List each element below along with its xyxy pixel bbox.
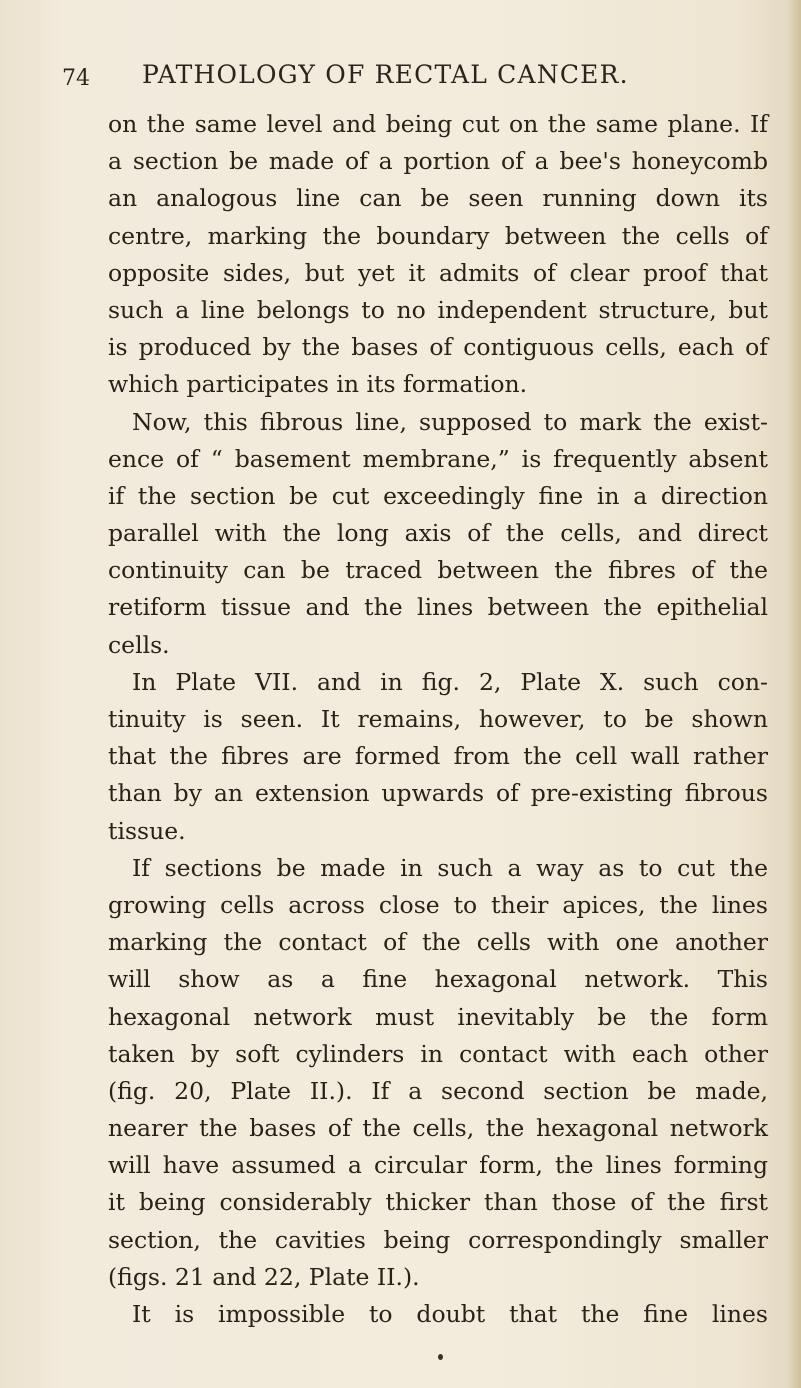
text-line: on the same level and being cut on the same plane. If: [108, 110, 768, 138]
text-line: retiform tissue and the lines between the epithelial: [108, 593, 768, 622]
text-line: It is impossible to doubt that the fine lines: [132, 1300, 768, 1328]
page-number: 74: [62, 66, 90, 91]
text-line: taken by soft cylinders in contact with each other: [108, 1039, 768, 1068]
running-title: PATHOLOGY OF RECTAL CANCER.: [142, 60, 629, 89]
text-line: marking the contact of the cells with one another: [108, 928, 768, 957]
text-line: if the section be cut exceedingly fine in a direction: [108, 481, 768, 510]
ink-speck: [438, 1354, 443, 1360]
text-line: opposite sides, but yet it admits of clear proof that: [108, 258, 768, 287]
text-line: it being considerably thicker than those of the first: [108, 1188, 768, 1217]
text-line: (figs. 21 and 22, Plate II.).: [108, 1262, 420, 1291]
text-line: section, the cavities being correspondingly smaller: [108, 1225, 768, 1254]
text-line: parallel with the long axis of the cells, and direct: [108, 519, 768, 548]
text-line: tissue.: [108, 816, 186, 845]
text-line: tinuity is seen. It remains, however, to be shown: [108, 705, 768, 733]
text-line: hexagonal network must inevitably be the form: [108, 1002, 768, 1031]
text-line: centre, marking the boundary between the cells of: [108, 221, 768, 250]
body-text: [108, 106, 788, 1333]
text-line: a section be made of a portion of a bee's honeycomb: [108, 147, 768, 176]
text-line: is produced by the bases of contiguous cells, each of: [108, 333, 768, 362]
text-line: such a line belongs to no independent structure, but: [108, 295, 768, 324]
text-line: ence of “ basement membrane,” is frequently absent: [108, 444, 768, 473]
text-line: will show as a fine hexagonal network. This: [108, 965, 768, 994]
page-header: [62, 60, 682, 96]
text-line: In Plate VII. and in fig. 2, Plate X. such con-: [132, 667, 768, 696]
text-line: nearer the bases of the cells, the hexagonal network: [108, 1114, 768, 1143]
text-line: than by an extension upwards of pre-existing fibrous: [108, 779, 768, 808]
text-line: Now, this fibrous line, supposed to mark the exist-: [132, 407, 768, 436]
text-line: continuity can be traced between the fibres of the: [108, 556, 768, 585]
text-line: an analogous line can be seen running down its: [108, 184, 768, 213]
text-line: which participates in its formation.: [108, 370, 528, 399]
text-line: that the fibres are formed from the cell wall rather: [108, 742, 768, 771]
text-line: (fig. 20, Plate II.). If a second section be made,: [108, 1076, 768, 1105]
page-gutter-shadow: [787, 0, 801, 1388]
text-line: cells.: [108, 630, 170, 659]
text-line: will have assumed a circular form, the lines forming: [108, 1151, 768, 1180]
text-line: growing cells across close to their apices, the lines: [108, 890, 768, 919]
text-line: If sections be made in such a way as to cut the: [132, 853, 768, 882]
